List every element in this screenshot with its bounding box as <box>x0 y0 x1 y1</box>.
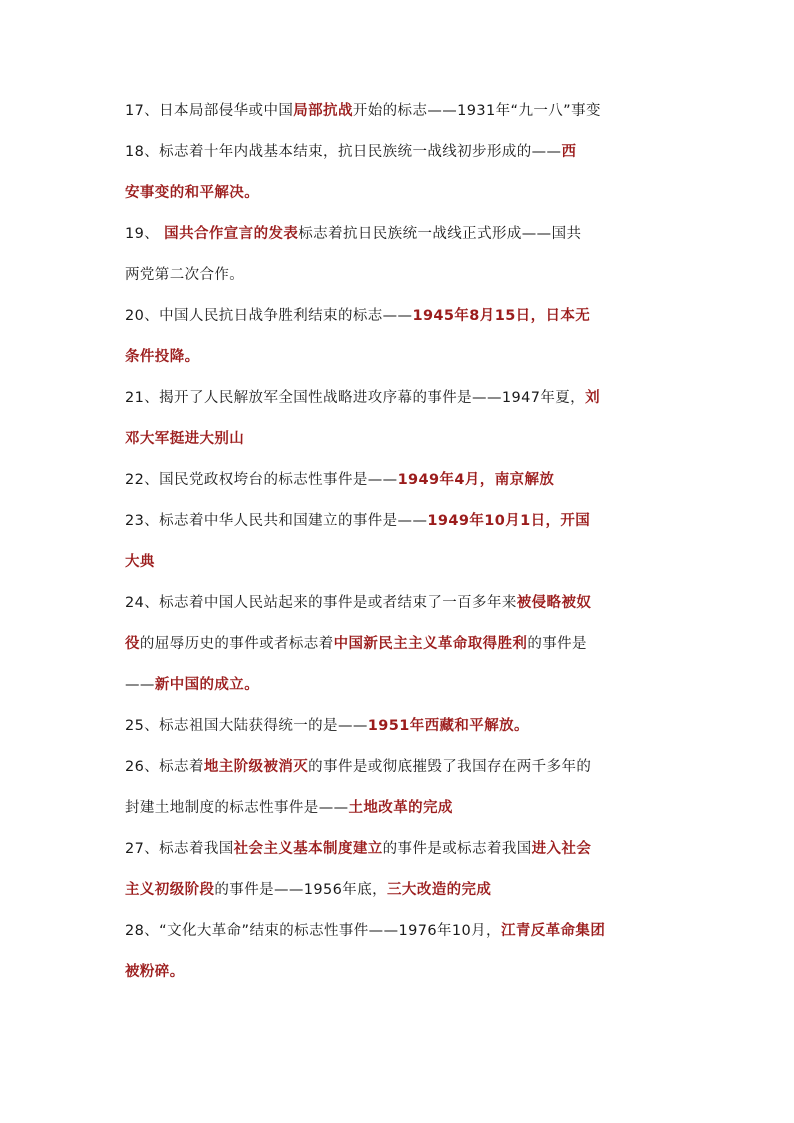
text-segment: 17、日本局部侵华或中国 <box>125 103 294 119</box>
line-18 <box>125 142 671 162</box>
line-26 <box>125 757 671 777</box>
line-21 <box>125 388 671 408</box>
highlight-text: 刘 <box>585 390 600 406</box>
line-24-cont2 <box>125 675 671 695</box>
text-segment: 25、标志祖国大陆获得统一的是—— <box>125 718 368 734</box>
line-25 <box>125 716 671 736</box>
highlight-text: 进入社会 <box>531 841 592 857</box>
line-23-cont <box>125 552 671 572</box>
highlight-text: 1949年4月，南京解放 <box>397 472 555 488</box>
text-segment: 开始的标志——1931年“九一八”事变 <box>352 103 601 119</box>
highlight-text: 条件投降。 <box>125 349 200 365</box>
highlight-text: 被侵略被奴 <box>516 595 592 611</box>
text-segment: —— <box>125 677 155 693</box>
highlight-text: 邓大军挺进大别山 <box>125 431 245 447</box>
line-22 <box>125 470 671 490</box>
text-segment: 18、标志着十年内战基本结束，抗日民族统一战线初步形成的—— <box>125 144 562 160</box>
text-segment: 27、标志着我国 <box>125 841 234 857</box>
text-segment: 21、揭开了人民解放军全国性战略进攻序幕的事件是——1947年夏， <box>125 390 586 406</box>
highlight-text: 被粉碎。 <box>125 964 185 980</box>
text-segment: 的事件是或标志着我国 <box>382 841 532 857</box>
line-19 <box>125 224 671 244</box>
text-segment: 19、 <box>125 226 165 242</box>
highlight-text: 安事变的和平解决。 <box>125 185 260 201</box>
line-17 <box>125 101 671 121</box>
highlight-text: 新中国的成立。 <box>154 677 260 693</box>
text-segment: 封建土地制度的标志性事件是—— <box>125 800 349 816</box>
document-body <box>125 101 671 1003</box>
highlight-text: 局部抗战 <box>293 103 353 119</box>
highlight-text: 1951年西藏和平解放。 <box>367 718 529 734</box>
text-segment: 的事件是——1956年底， <box>214 882 388 898</box>
highlight-text: 西 <box>561 144 577 160</box>
text-segment: 20、中国人民抗日战争胜利结束的标志—— <box>125 308 413 324</box>
line-19-cont <box>125 265 671 285</box>
line-20 <box>125 306 671 326</box>
highlight-text: 土地改革的完成 <box>348 800 453 816</box>
highlight-text: 役 <box>125 636 140 652</box>
line-24 <box>125 593 671 613</box>
text-segment: 的屈辱历史的事件或者标志着 <box>139 636 334 652</box>
text-segment: 的事件是或彻底摧毁了我国存在两千多年的 <box>308 759 592 775</box>
line-24-cont <box>125 634 671 654</box>
highlight-text: 三大改造的完成 <box>387 882 492 898</box>
line-27 <box>125 839 671 859</box>
line-23 <box>125 511 671 531</box>
text-segment: 24、标志着中国人民站起来的事件是或者结束了一百多年来 <box>125 595 517 611</box>
text-segment: 标志着抗日民族统一战线正式形成——国共 <box>298 226 582 242</box>
highlight-text: 1949年10月1日，开国 <box>427 513 591 529</box>
line-26-cont <box>125 798 671 818</box>
highlight-text: 1945年8月15日，日本无 <box>412 308 591 324</box>
line-20-cont <box>125 347 671 367</box>
highlight-text: 地主阶级被消灭 <box>203 759 309 775</box>
highlight-text: 大典 <box>125 554 155 570</box>
text-segment: 两党第二次合作。 <box>125 267 245 283</box>
highlight-text: 江青反革命集团 <box>500 923 606 939</box>
text-segment: 26、标志着 <box>125 759 204 775</box>
line-27-cont <box>125 880 671 900</box>
line-18-cont <box>125 183 671 203</box>
highlight-text: 主义初级阶段 <box>125 882 215 898</box>
highlight-text: 国共合作宣言的发表 <box>164 226 299 242</box>
line-28-cont <box>125 962 671 982</box>
line-21-cont <box>125 429 671 449</box>
text-segment: 的事件是 <box>527 636 587 652</box>
highlight-text: 中国新民主主义革命取得胜利 <box>333 636 528 652</box>
text-segment: 28、“文化大革命”结束的标志性事件——1976年10月， <box>125 923 501 939</box>
highlight-text: 社会主义基本制度建立 <box>233 841 383 857</box>
text-segment: 23、标志着中华人民共和国建立的事件是—— <box>125 513 428 529</box>
line-28 <box>125 921 671 941</box>
text-segment: 22、国民党政权垮台的标志性事件是—— <box>125 472 398 488</box>
